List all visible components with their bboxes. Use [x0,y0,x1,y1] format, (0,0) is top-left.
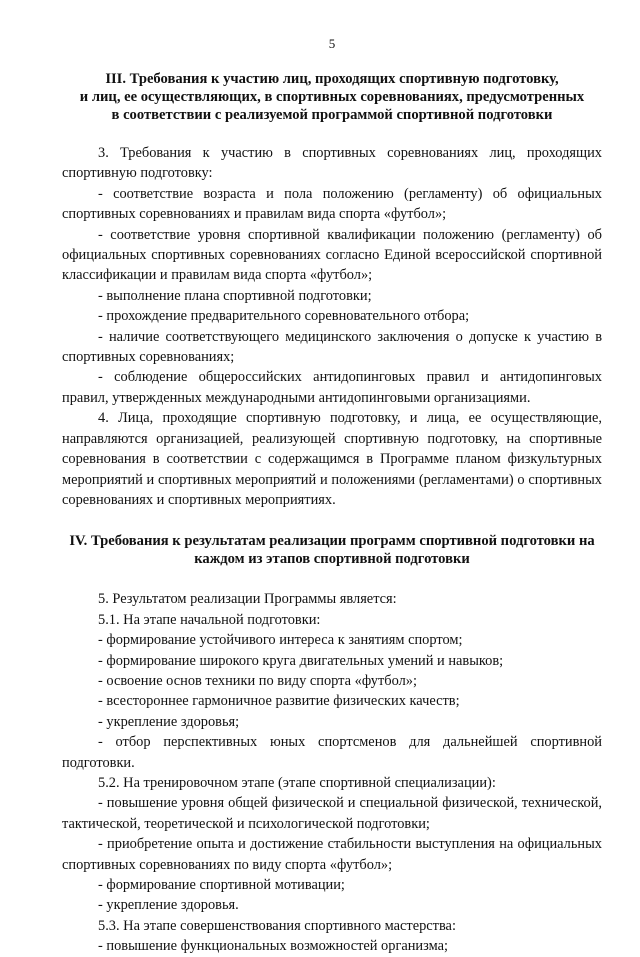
list-item: - соблюдение общероссийских антидопинговых правил и антидопинговых правил, утвержденных международными антидопинговыми организациями. [62,369,602,406]
list-item: - повышение функциональных возможностей организма; [98,938,449,955]
list-item: - формирование устойчивого интереса к занятиям спортом; [98,632,463,649]
list-item: - соответствие возраста и пола положению (регламенту) об официальных спортивных соревнованиях и правилам вида спорта «футбол»; [62,185,602,223]
paragraph: 3. Требования к участию в спортивных соревнованиях лиц, проходящих спортивную подготовку: [62,145,602,182]
section-3-heading-line: и лиц, ее осуществляющих, в спортивных соревнованиях, предусмотренных [79,89,585,105]
paragraph: 5.2. На тренировочном этапе (этапе спортивной специализации): [98,774,496,791]
section-3-body [62,143,602,510]
section-3-heading-line: в соответствии с реализуемой программой спортивной подготовки [111,107,553,123]
paragraph: 4. Лица, проходящие спортивную подготовку, и лица, ее осуществляющие, направляются организацией, реализующей спортивную подготовку, на спортивные соревнования в соответствии с содержащимся в Программе планом физкультурных мероприятий и спортивных мероприятий и положениями (регламентами) о спортивных соревнованиях и спортивных мероприятиях. [62,410,602,508]
section-4-heading-line: каждом из этапов спортивной подготовки [194,551,470,568]
list-item: - освоение основ техники по виду спорта «футбол»; [98,672,417,689]
list-item: - соответствие уровня спортивной квалификации положению (регламенту) об официальных спортивных соревнованиях согласно Единой всероссийской спортивной классификации и правилам вида спорта «футбол»; [62,226,602,284]
list-item: - приобретение опыта и достижение стабильности выступления на официальных спортивных соревнованиях по виду спорта «футбол»; [62,836,602,873]
section-4-heading-line: IV. Требования к результатам реализации программ спортивной подготовки на [69,533,595,550]
list-item: - повышение уровня общей физической и специальной физической, технической, тактической, теоретической и психологической подготовки; [62,795,602,832]
section-3-heading-line: III. Требования к участию лиц, проходящих спортивную подготовку, [105,71,559,87]
list-item: - формирование широкого круга двигательных умений и навыков; [98,652,504,669]
section-3-heading [62,70,602,124]
list-item: - укрепление здоровья. [98,897,239,914]
list-item: - наличие соответствующего медицинского заключения о допуске к участию в спортивных соревнованиях; [62,328,602,366]
section-4-body [62,589,602,956]
paragraph: 5. Результатом реализации Программы является: [98,591,397,608]
list-item: - укрепление здоровья; [98,713,240,730]
list-item: - формирование спортивной мотивации; [98,877,345,893]
section-4-heading [62,532,602,568]
paragraph: 5.3. На этапе совершенствования спортивного мастерства: [98,917,456,934]
list-item: - отбор перспективных юных спортсменов для дальнейшей спортивной подготовки. [62,734,602,771]
list-item: - выполнение плана спортивной подготовки; [98,287,372,304]
paragraph: 5.1. На этапе начальной подготовки: [98,611,321,628]
page-number: 5 [328,36,336,51]
list-item: - прохождение предварительного соревновательного отбора; [98,308,470,325]
list-item: - всестороннее гармоничное развитие физических качеств; [98,693,460,710]
